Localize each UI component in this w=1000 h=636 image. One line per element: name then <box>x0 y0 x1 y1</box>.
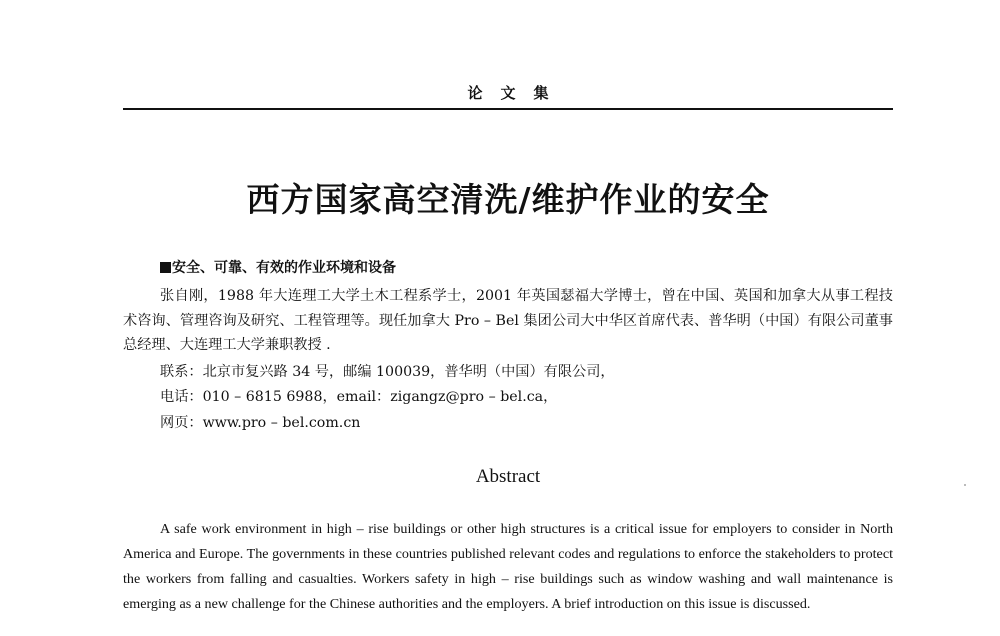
abstract-body: A safe work environment in high – rise buildings or other high structures is a critical issue for employers to consider in North America and Europe. The governments in these countries published relevant codes and regulations to enforce the stakeholders to protect the workers from falling and casualties. Workers safety in high – rise buildings such as window washing and wall maintenance is emerging as a new challenge for the Chinese authorities and the employers. A brief introduction on this issue is discussed. <box>123 521 893 612</box>
square-bullet-icon <box>160 262 171 273</box>
contact-phone-email: 电话：010 – 6815 6988，email：zigangz@pro – bel.ca， <box>160 389 558 405</box>
running-head: 论文集 <box>467 84 567 102</box>
section-heading <box>160 258 396 278</box>
scan-speck <box>964 484 966 486</box>
author-bio: 张自刚，1988 年大连理工大学土木工程系学士，2001 年英国瑟福大学博士，曾在中国、英国和加拿大从事工程技术咨询、管理咨询及研究、工程管理等。现任加拿大 Pro – Bel 集团公司大中华区首席代表、普华明（中国）有限公司董事总经理、大连理工大学兼职教授 . <box>123 288 893 353</box>
abstract-heading: Abstract <box>475 466 541 487</box>
contact-website: 网页：www.pro – bel.com.cn <box>160 415 361 431</box>
paper-title: 西方国家高空清洗/维护作业的安全 <box>246 180 770 219</box>
section-heading-text: 安全、可靠、有效的作业环境和设备 <box>172 260 396 276</box>
header-rule <box>123 108 893 110</box>
contact-address: 联系：北京市复兴路 34 号，邮编 100039，普华明（中国）有限公司， <box>160 364 615 380</box>
